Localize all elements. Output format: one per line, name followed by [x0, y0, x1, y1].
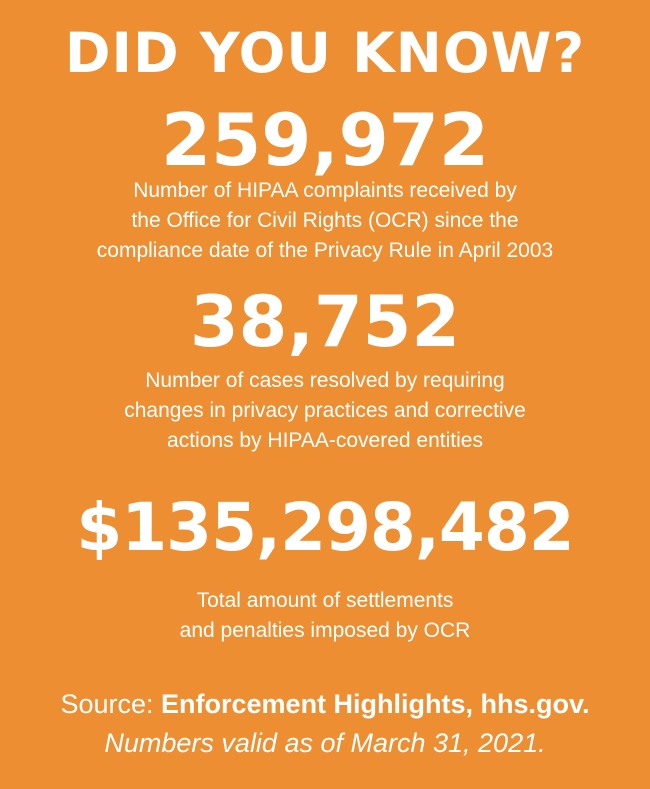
stat-complaints-description-line: compliance date of the Privacy Rule in April 2003	[96, 239, 554, 262]
stat-resolved-cases-description-line: Number of cases resolved by requiring	[145, 369, 505, 392]
stat-resolved-cases-value: 38,752	[189, 281, 461, 363]
stat-settlements-description-line: and penalties imposed by OCR	[179, 619, 471, 642]
stat-complaints-description-line: Number of HIPAA complaints received by	[133, 179, 517, 202]
stat-resolved-cases-description	[0, 366, 650, 456]
stat-complaints-value: 259,972	[161, 98, 489, 182]
stat-resolved-cases-description-line: changes in privacy practices and corrective	[124, 399, 526, 422]
source-text: Enforcement Highlights, hhs.gov.	[161, 689, 590, 719]
stat-resolved-cases-description-line: actions by HIPAA-covered entities	[167, 429, 483, 452]
source-line	[0, 687, 650, 721]
source-label: Source:	[60, 689, 154, 719]
stat-complaints-description	[0, 176, 650, 266]
stat-complaints-description-line: the Office for Civil Rights (OCR) since the	[131, 209, 519, 232]
stat-settlements-description	[0, 586, 650, 646]
stat-settlements-description-line: Total amount of settlements	[196, 589, 454, 612]
headline: DID YOU KNOW?	[64, 21, 586, 85]
stat-settlements-value: $135,298,482	[76, 489, 574, 566]
validity-note: Numbers valid as of March 31, 2021.	[104, 728, 546, 758]
